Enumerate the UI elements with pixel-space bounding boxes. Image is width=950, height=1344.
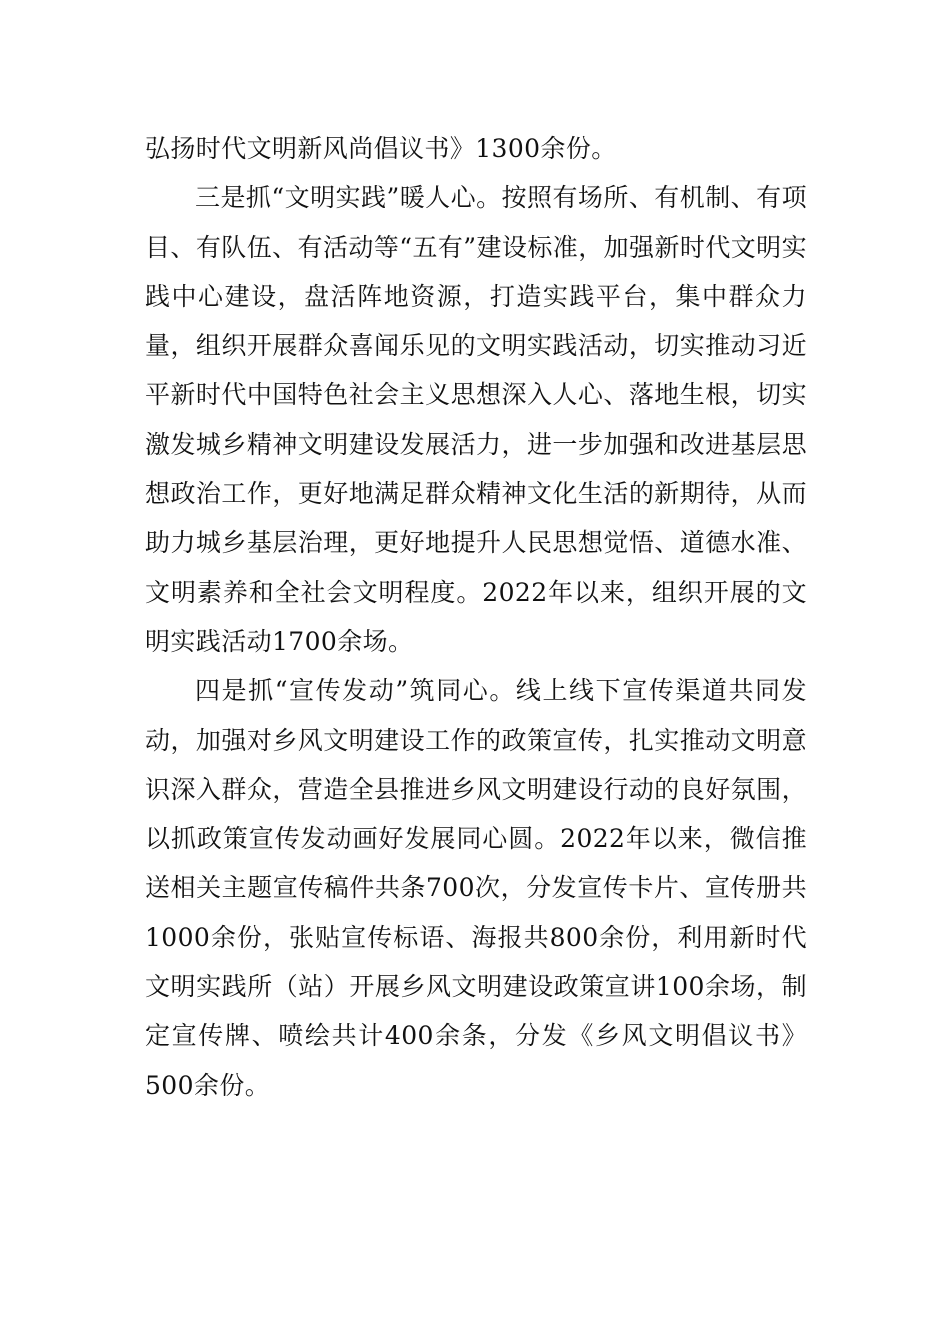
paragraph-civilization-practice: 三是抓“文明实践”暖人心。按照有场所、有机制、有项目、有队伍、有活动等“五有”建设标准，加强新时代文明实践中心建设，盘活阵地资源，打造实践平台，集中群众力量，组织开展群众喜闻乐见的文明实践活动，切实推动习近平新时代中国特色社会主义思想深入人心、落地生根，切实激发城乡精神文明建设发展活力，进一步加强和改进基层思想政治工作，更好地满足群众精神文化生活的新期待，从而助力城乡基层治理，更好地提升人民思想觉悟、道德水准、文明素养和全社会文明程度。2022年以来，组织开展的文明实践活动1700余场。	[145, 183, 807, 656]
paragraph-continuation: 弘扬时代文明新风尚倡议书》1300余份。	[145, 134, 617, 163]
document-body	[145, 124, 807, 1110]
paragraph-publicity-mobilization: 四是抓“宣传发动”筑同心。线上线下宣传渠道共同发动，加强对乡风文明建设工作的政策宣传，扎实推动文明意识深入群众，营造全县推进乡风文明建设行动的良好氛围，以抓政策宣传发动画好发展同心圆。2022年以来，微信推送相关主题宣传稿件共条700次，分发宣传卡片、宣传册共1000余份，张贴宣传标语、海报共800余份，利用新时代文明实践所（站）开展乡风文明建设政策宣讲100余场，制定宣传牌、喷绘共计400余条，分发《乡风文明倡议书》500余份。	[145, 676, 807, 1100]
